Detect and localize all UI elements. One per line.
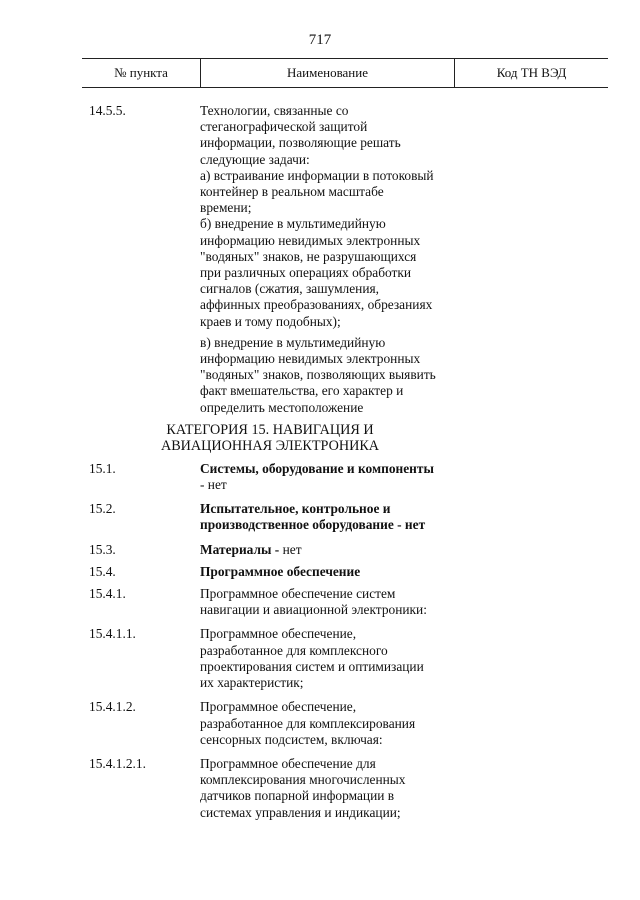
- column-header-code: Код ТН ВЭД: [496, 65, 567, 80]
- column-header-number: № пункта: [82, 59, 201, 87]
- entry-item-a: а) встраивание информации в потоковый контейнер в реальном масштабе времени;: [200, 167, 434, 216]
- entry-intro: Технологии, связанные со стеганографической защитой информации, позволяющие решать следующие задачи:: [200, 103, 401, 167]
- entry-15-4: [89, 564, 589, 580]
- entry-number: 15.1.: [89, 460, 116, 476]
- entry-15-4-1-1: [89, 626, 589, 691]
- entry-title: Программное обеспечение: [200, 563, 361, 579]
- entry-title: Испытательное, контрольное и производственное оборудование - нет: [200, 501, 426, 533]
- entry-number: 15.3.: [89, 541, 116, 557]
- entry-14-5-5: [89, 103, 589, 416]
- entry-text: [200, 542, 450, 558]
- table-header: [82, 58, 608, 88]
- entry-status: - нет: [200, 477, 227, 493]
- entry-item-b: б) внедрение в мультимедийную информацию невидимых электронных "водяных" знаков, не разрушающихся при различных операциях обработки сигналов (сжатия, зашумления, аффинных преобразованиях, обрезаниях краев и тому подобных);: [200, 216, 433, 329]
- entry-text: Программное обеспечение для комплексирования многочисленных датчиков попарной информации в системах управления и индикации;: [200, 755, 406, 820]
- entry-title: Системы, оборудование и компоненты: [200, 460, 434, 476]
- entry-number: 15.4.: [89, 563, 116, 579]
- entry-15-4-1-2-1: [89, 756, 589, 821]
- entry-number: 14.5.5.: [89, 103, 126, 118]
- entry-15-1: [89, 461, 589, 493]
- category-heading: КАТЕГОРИЯ 15. НАВИГАЦИЯ И АВИАЦИОННАЯ ЭЛЕКТРОНИКА: [160, 421, 380, 455]
- entry-text: Программное обеспечение, разработанное для комплексирования сенсорных подсистем, включая:: [200, 699, 416, 747]
- page-number: 717: [308, 32, 332, 48]
- entry-text: Программное обеспечение систем навигации и авиационной электроники:: [200, 586, 427, 618]
- entry-text: [200, 461, 450, 493]
- entry-number: 15.4.1.2.1.: [89, 755, 146, 771]
- entry-item-c: в) внедрение в мультимедийную информацию невидимых электронных "водяных" знаков, позволяющих выявить факт вмешательства, его характер и определить местоположение: [200, 334, 436, 415]
- entry-15-4-1: [89, 586, 589, 618]
- entry-15-3: [89, 542, 589, 558]
- entry-number: 15.4.1.: [89, 586, 126, 602]
- entry-15-4-1-2: [89, 699, 589, 748]
- column-header-name: Наименование: [201, 59, 455, 87]
- entry-number: 15.2.: [89, 501, 116, 517]
- entry-15-2: [89, 501, 589, 533]
- entry-title: Материалы -: [200, 541, 280, 557]
- entry-text: Программное обеспечение, разработанное для комплексного проектирования систем и оптимизации их характеристик;: [200, 626, 424, 691]
- document-body: [89, 103, 589, 821]
- entry-number: 15.4.1.1.: [89, 626, 136, 642]
- entry-number: 15.4.1.2.: [89, 699, 136, 715]
- entry-body: [200, 103, 450, 416]
- entry-status: нет: [279, 541, 302, 557]
